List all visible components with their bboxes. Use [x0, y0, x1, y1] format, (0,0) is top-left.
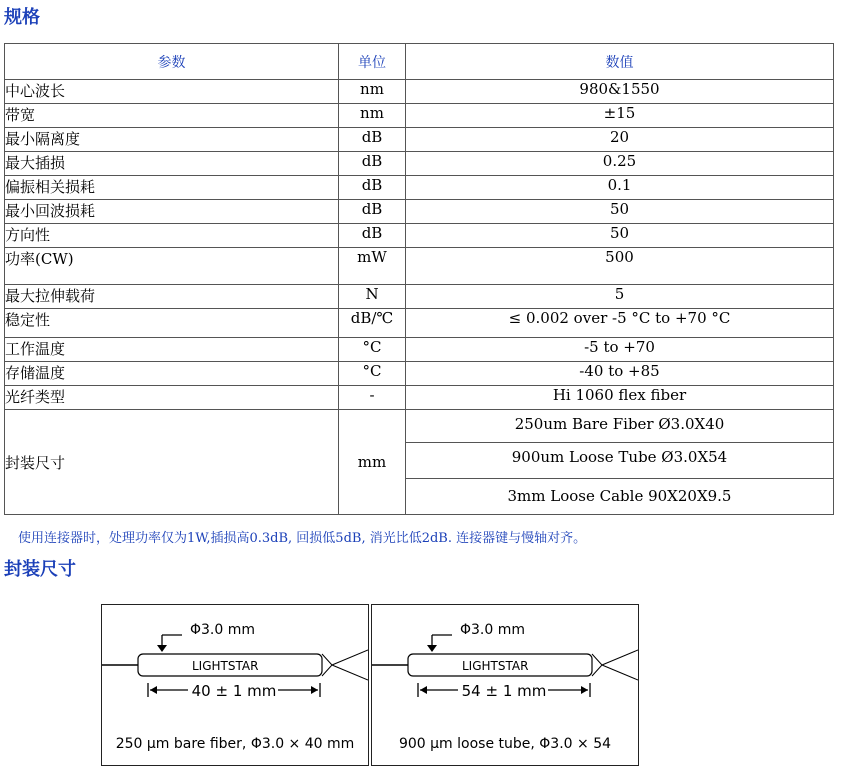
table-row: [5, 224, 834, 248]
param-cell: 封装尺寸: [5, 410, 339, 515]
param-cell: 偏振相关损耗: [5, 176, 339, 200]
package-diagram-loose-tube: [371, 604, 639, 766]
diagram-caption: 900 µm loose tube, Φ3.0 × 54: [398, 736, 612, 752]
param-cell: 最大插损: [5, 152, 339, 176]
unit-cell: nm: [339, 104, 406, 128]
spec-table: [4, 43, 834, 515]
body-label: LIGHTSTAR: [462, 659, 529, 673]
value-cell: Hi 1060 flex fiber: [406, 386, 834, 410]
header-unit: 单位: [339, 44, 406, 80]
unit-cell: dB: [339, 176, 406, 200]
table-row: [5, 248, 834, 285]
unit-cell: -: [339, 386, 406, 410]
diagram-caption: 250 µm bare fiber, Φ3.0 × 40 mm: [115, 736, 355, 752]
table-row: [5, 386, 834, 410]
param-cell: 存储温度: [5, 362, 339, 386]
unit-cell: °C: [339, 362, 406, 386]
param-cell: 功率(CW): [5, 248, 339, 285]
package-value-line: 3mm Loose Cable 90X20X9.5: [507, 487, 732, 505]
param-cell: 最大拉伸载荷: [5, 285, 339, 309]
param-cell: 最小回波损耗: [5, 200, 339, 224]
unit-cell: dB: [339, 200, 406, 224]
param-cell: 工作温度: [5, 338, 339, 362]
value-cell: 5: [406, 285, 834, 309]
unit-cell: dB/℃: [339, 309, 406, 338]
table-row: [5, 200, 834, 224]
unit-cell: mW: [339, 248, 406, 285]
header-value: 数值: [406, 44, 834, 80]
package-value-line: 900um Loose Tube Ø3.0X54: [406, 443, 833, 479]
value-cell: 50: [406, 200, 834, 224]
header-param: 参数: [5, 44, 339, 80]
param-cell: 稳定性: [5, 309, 339, 338]
package-row: [5, 410, 834, 515]
package-values: [406, 410, 834, 515]
value-cell: -5 to +70: [406, 338, 834, 362]
value-cell: 50: [406, 224, 834, 248]
unit-cell: mm: [339, 410, 406, 515]
table-row: [5, 338, 834, 362]
param-cell: 最小隔离度: [5, 128, 339, 152]
package-heading: 封装尺寸: [4, 559, 76, 580]
value-cell: 0.25: [406, 152, 834, 176]
param-cell: 方向性: [5, 224, 339, 248]
table-row: [5, 152, 834, 176]
value-cell: 980&1550: [406, 80, 834, 104]
package-diagram-bare-fiber: [101, 604, 369, 766]
length-label: 54 ± 1 mm: [461, 682, 547, 700]
value-cell: 500: [406, 248, 834, 285]
usage-note: 使用连接器时，处理功率仅为1W,插损高0.3dB, 回损低5dB, 消光比低2dB. 连接器键与慢轴对齐。: [18, 531, 587, 546]
table-row: [5, 285, 834, 309]
unit-cell: dB: [339, 224, 406, 248]
unit-cell: dB: [339, 152, 406, 176]
value-cell: 20: [406, 128, 834, 152]
table-row: [5, 80, 834, 104]
param-cell: 中心波长: [5, 80, 339, 104]
table-row: [5, 176, 834, 200]
unit-cell: dB: [339, 128, 406, 152]
unit-cell: °C: [339, 338, 406, 362]
diameter-label: Φ3.0 mm: [460, 622, 526, 638]
spec-heading: 规格: [4, 7, 40, 28]
diameter-label: Φ3.0 mm: [190, 622, 256, 638]
value-cell: -40 to +85: [406, 362, 834, 386]
value-cell: ≤ 0.002 over -5 °C to +70 °C: [406, 309, 834, 338]
param-cell: 带宽: [5, 104, 339, 128]
unit-cell: nm: [339, 80, 406, 104]
table-header-row: [5, 44, 834, 80]
table-row: [5, 362, 834, 386]
length-label: 40 ± 1 mm: [191, 682, 277, 700]
table-row: [5, 128, 834, 152]
value-cell: 0.1: [406, 176, 834, 200]
value-cell: ±15: [406, 104, 834, 128]
body-label: LIGHTSTAR: [192, 659, 259, 673]
table-row: [5, 104, 834, 128]
package-value-line: 250um Bare Fiber Ø3.0X40: [406, 410, 833, 443]
param-cell: 光纤类型: [5, 386, 339, 410]
table-row: [5, 309, 834, 338]
unit-cell: N: [339, 285, 406, 309]
